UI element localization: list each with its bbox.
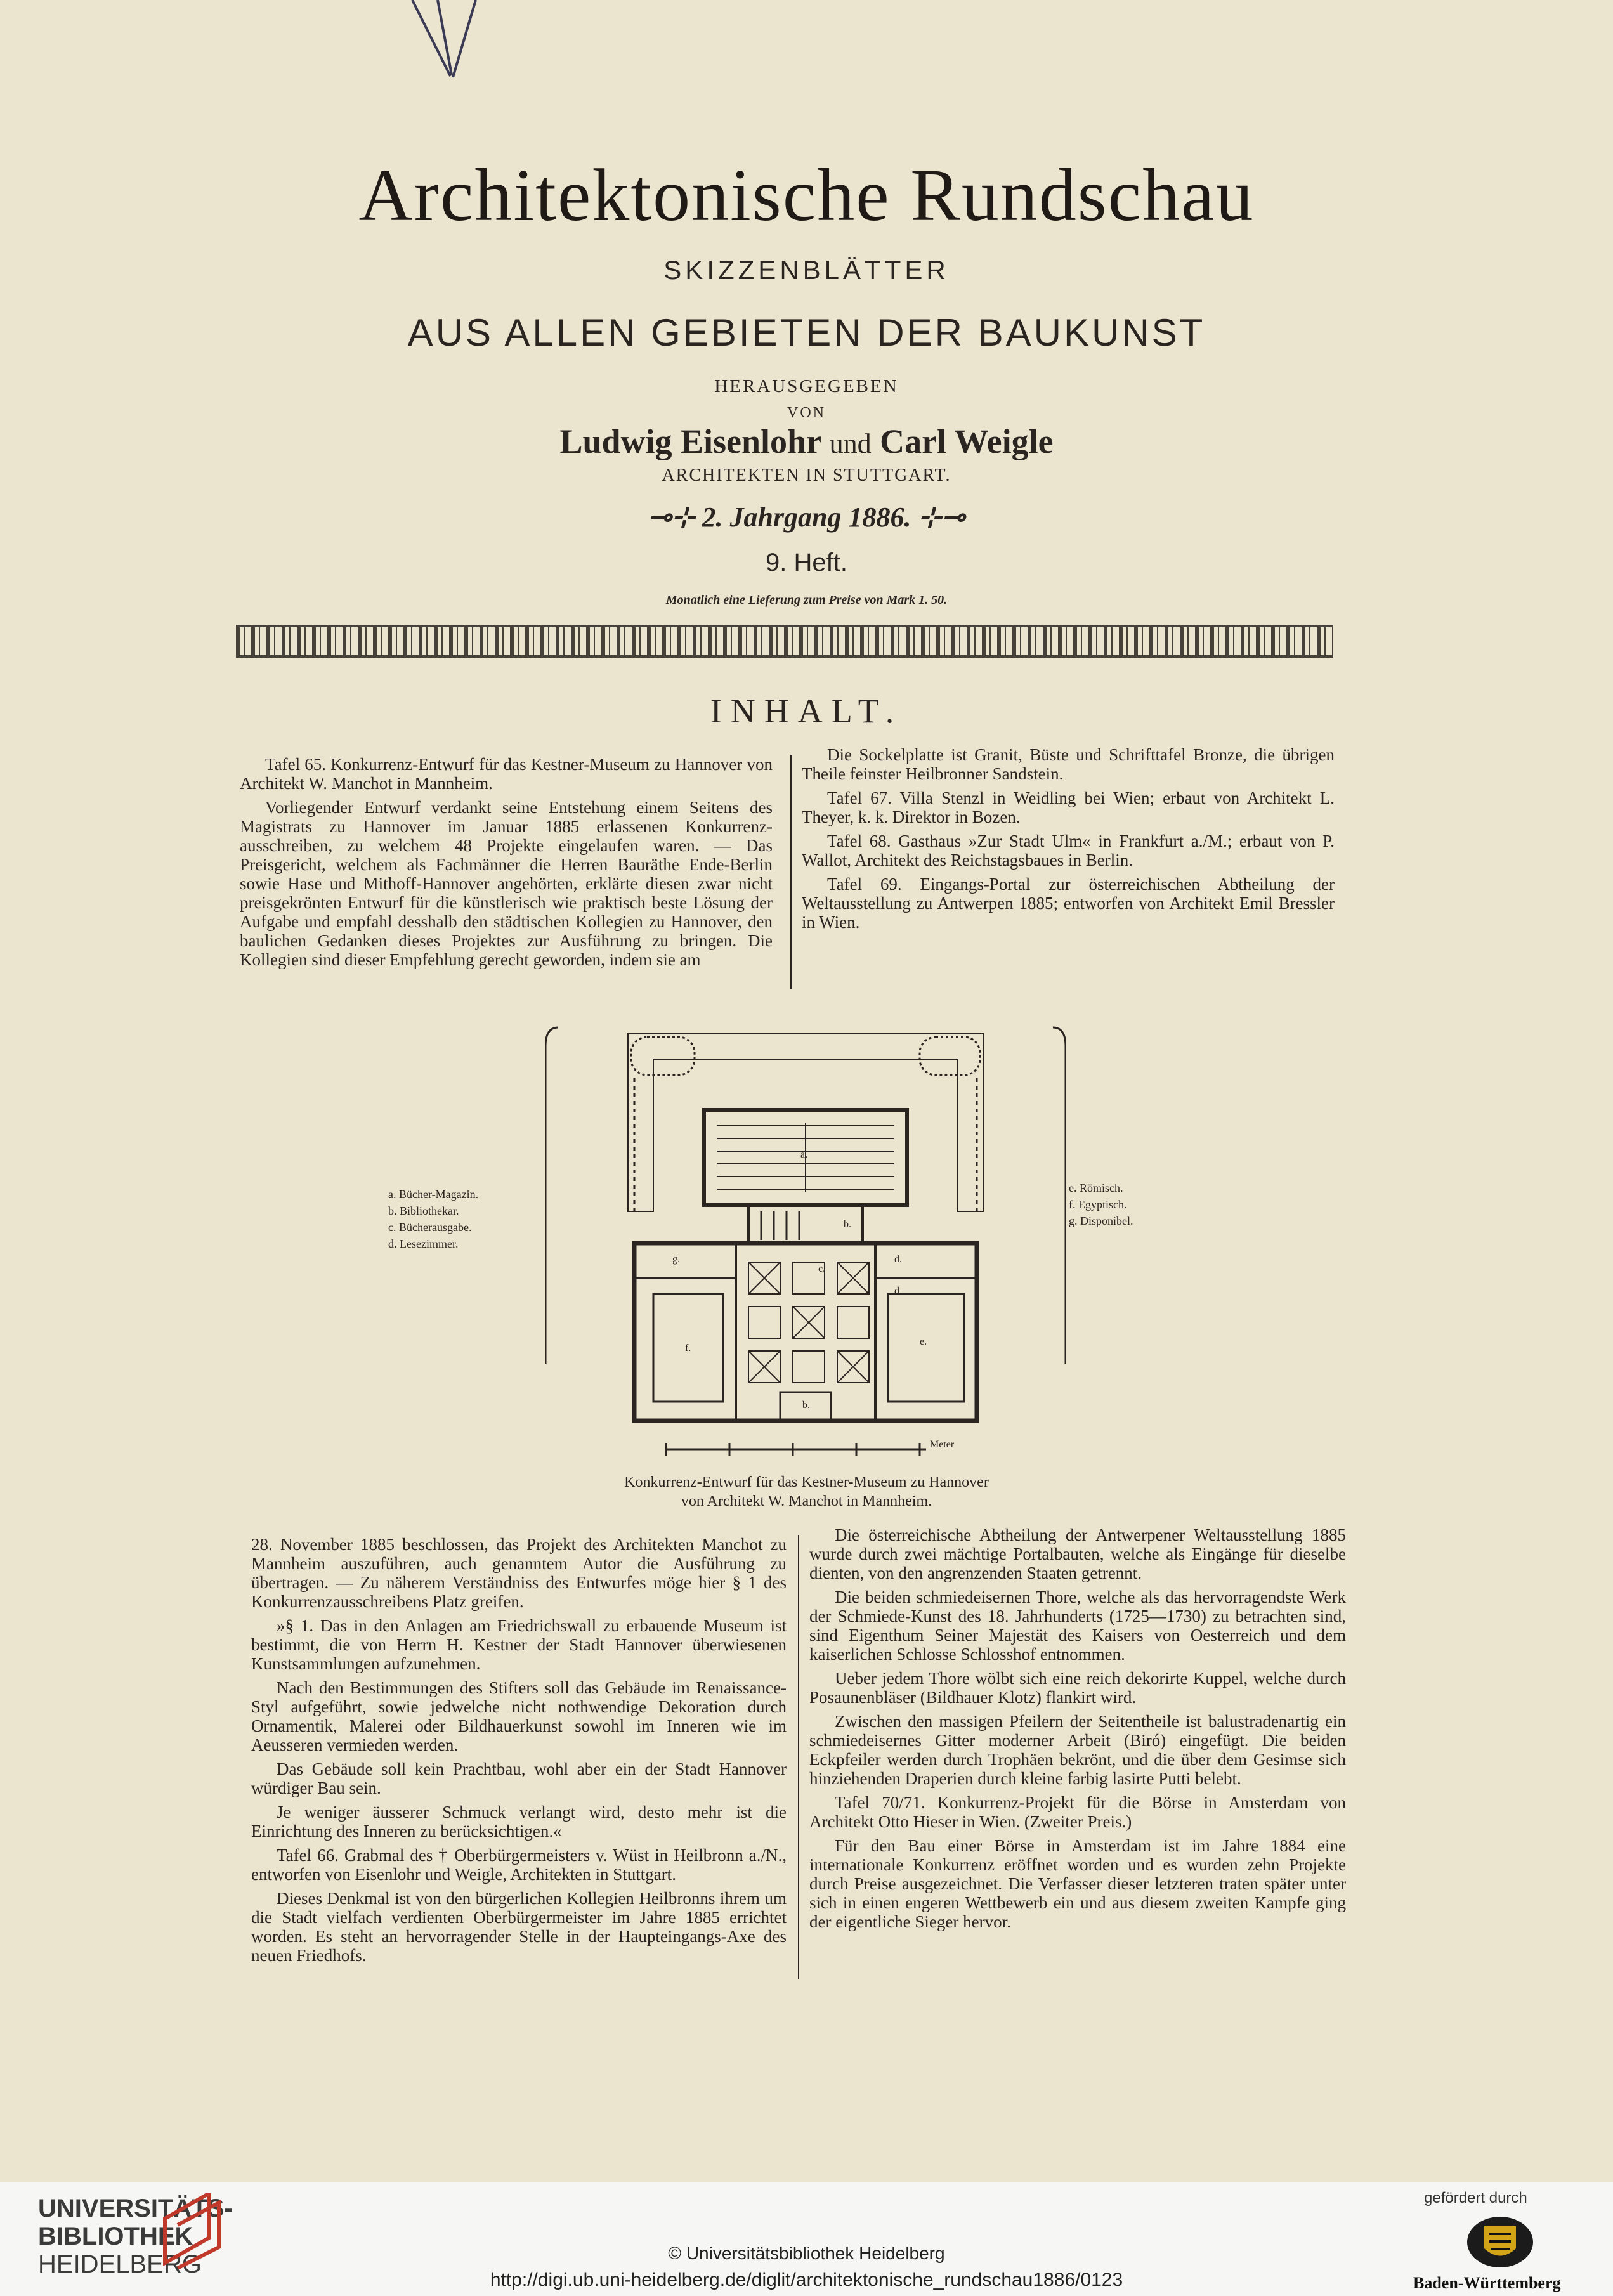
paragraph: Ueber jedem Thore wölbt sich eine reich dekorirte Kuppel, welche durch Posaunenbläser (Bildhauer Klotz) flankirt wird. [809, 1669, 1346, 1707]
paragraph: 28. November 1885 beschlossen, das Projekt des Architekten Manchot zu Mannheim auszuführen, auch genanntem Autor die Ausführung zu übertragen. — Zu näherem Verständniss des Entwurfes möge hier § 1 des Konkurrenzausschreibens Platz greifen. [251, 1535, 787, 1611]
paragraph: Die österreichische Abtheilung der Antwerpener Weltausstellung 1885 wurde durch zwei mächtige Portalbauten, welche als Eingänge für dieselbe dienten, von den angrenzenden Staaten getrennt. [809, 1525, 1346, 1582]
heft: 9. Heft. [766, 549, 847, 577]
top-right-column [802, 745, 1335, 937]
paragraph: Tafel 65. Konkurrenz-Entwurf für das Kestner-Museum zu Hannover von Architekt W. Manchot in Mannheim. [240, 755, 773, 793]
permalink[interactable]: http://digi.ub.uni-heidelberg.de/diglit/architektonische_rundschau1886/0123 [490, 2269, 1123, 2290]
baden-wuerttemberg-crest-icon [1465, 2214, 1535, 2271]
editors [0, 422, 1613, 461]
plan-label: d. [894, 1286, 902, 1296]
top-left-column [240, 755, 773, 974]
plan-label: f. [685, 1343, 691, 1353]
floor-plan [545, 1021, 1066, 1465]
plan-label: g. [672, 1254, 680, 1265]
caption-line: Konkurrenz-Entwurf für das Kestner-Museum zu Hannover [624, 1474, 989, 1490]
legend-item: f. Egyptisch. [1069, 1198, 1127, 1211]
paragraph: Tafel 69. Eingangs-Portal zur österreichischen Abtheilung der Weltausstellung zu Antwerpen 1885; entworfen von Architekt Emil Bressler in Wien. [802, 875, 1335, 932]
journal-title: Architektonische Rundschau [358, 153, 1255, 237]
ornamental-border [236, 625, 1333, 658]
und: und [829, 428, 872, 459]
column-divider [798, 1535, 799, 1979]
plan-label: b. [844, 1219, 851, 1230]
logo-line-2: BIBLIOTHEK [38, 2222, 193, 2250]
paragraph: Tafel 67. Villa Stenzl in Weidling bei Wien; erbaut von Architekt L. Theyer, k. k. Direktor in Bozen. [802, 788, 1335, 826]
plan-legend-left [388, 1186, 478, 1252]
paragraph: Vorliegender Entwurf verdankt seine Entstehung einem Seitens des Magistrats zu Hannover im Januar 1885 erlassenen Konkurrenz-ausschreiben, zu welchem 48 Projekte eingelaufen waren. — Das Preisgericht, welchem als Fachmänner die Herren Bauräthe Ende-Berlin sowie Hase und Mithoff-Hannover angehörten, erklärte diesen zwar nicht preisgekrönten Entwurf für die künstlerisch wie praktisch beste Lösung der Aufgabe und empfahl desshalb den städtischen Kollegien zu Hannover, den baulichen Gedanken dieses Projektes zur Ausführung zu bringen. Die Kollegien sind dieser Empfehlung gerecht geworden, indem sie am [240, 798, 773, 969]
paragraph: Dieses Denkmal ist von den bürgerlichen Kollegien Heilbronns ihrem um die Stadt vielfach verdienten Oberbürgermeister im Jahre 1885 errichtet worden. Es steht an hervorragender Stelle in der Haupteingangs-Axe des neuen Friedhofs. [251, 1889, 787, 1965]
funder-name: Baden-Württemberg [1413, 2274, 1561, 2292]
plan-label: a. [800, 1149, 808, 1160]
legend-item: e. Römisch. [1069, 1182, 1123, 1194]
legend-item: c. Bücherausgabe. [388, 1221, 472, 1234]
herausgegeben: HERAUSGEGEBEN [714, 376, 899, 396]
copyright: © Universitätsbibliothek Heidelberg [668, 2243, 945, 2263]
bottom-right-column [809, 1525, 1346, 1936]
plan-label: b. [802, 1400, 810, 1411]
paragraph: »§ 1. Das in den Anlagen am Friedrichswall zu erbauende Museum ist bestimmt, die von Herrn H. Kestner der Stadt Hannover überwiesenen Kunstsammlungen aufzunehmen. [251, 1616, 787, 1673]
plan-label: c. [818, 1263, 826, 1274]
caption-line: von Architekt W. Manchot in Mannheim. [681, 1493, 932, 1510]
paragraph: Die Sockelplatte ist Granit, Büste und Schrifttafel Bronze, die übrigen Theile feinster Heilbronner Sandstein. [802, 745, 1335, 783]
von: VON [787, 405, 826, 421]
paragraph: Tafel 68. Gasthaus »Zur Stadt Ulm« in Frankfurt a./M.; erbaut von P. Wallot, Architekt des Reichstagsbaues in Berlin. [802, 832, 1335, 870]
subtitle-skizzenblaetter: SKIZZENBLÄTTER [663, 255, 950, 285]
logo-line-3: HEIDELBERG [38, 2250, 202, 2278]
editor-2: Carl Weigle [880, 422, 1054, 460]
paragraph: Das Gebäude soll kein Prachtbau, wohl aber ein der Stadt Hannover würdiger Bau sein. [251, 1759, 787, 1797]
plan-caption [0, 1473, 1613, 1511]
paragraph: Für den Bau einer Börse in Amsterdam ist im Jahre 1884 eine internationale Konkurrenz eröffnet worden und es wurden zehn Projekte durch Preise ausgezeichnet. Die Verfasser dieser letzteren traten später unter sich in einen engeren Wettbewerb ein und aus diesem zweiten Kampfe ging der eigentliche Sieger hervor. [809, 1836, 1346, 1931]
paragraph: Zwischen den massigen Pfeilern der Seitentheile ist balustradenartig ein schmiedeisernes Gitter moderner Arbeit (Biró) eingefügt. Die beiden Eckpfeiler werden durch Trophäen bekrönt, und die über dem Gesimse sich hinziehenden Draperien durch kleine farbig lasirte Putti belebt. [809, 1712, 1346, 1788]
paragraph: Die beiden schmiedeisernen Thore, welche als das hervorragendste Werk der Schmiede-Kunst des 18. Jahrhunderts (1725—1730) zu betrachten sind, sind Eigenthum Seiner Majestät des Kaisers von Oesterreich und dem kaiserlichen Schlosse Schlosshof entnommen. [809, 1588, 1346, 1664]
price-line: Monatlich eine Lieferung zum Preise von Mark 1. 50. [665, 593, 948, 607]
funded-by: gefördert durch [1424, 2189, 1527, 2207]
plan-label: e. [920, 1336, 927, 1347]
legend-item: d. Lesezimmer. [388, 1237, 459, 1250]
column-divider [790, 755, 792, 989]
plan-legend-right [1069, 1180, 1133, 1229]
legend-item: g. Disponibel. [1069, 1215, 1133, 1227]
architects-location: ARCHITEKTEN IN STUTTGART. [662, 466, 951, 485]
editor-1: Ludwig Eisenlohr [559, 422, 821, 460]
inhalt-heading: INHALT. [710, 692, 903, 730]
plan-label: d. [894, 1254, 902, 1265]
pen-mark [400, 0, 488, 82]
jahrgang: ⊸⊹ 2. Jahrgang 1886. ⊹⊸ [648, 502, 965, 533]
subtitle-gebiete: AUS ALLEN GEBIETEN DER BAUKUNST [407, 311, 1206, 354]
legend-item: b. Bibliothekar. [388, 1204, 459, 1217]
paragraph: Tafel 66. Grabmal des † Oberbürgermeisters v. Wüst in Heilbronn a./N., entworfen von Eisenlohr und Weigle, Architekten in Stuttgart. [251, 1846, 787, 1884]
scale-label: Meter [930, 1439, 955, 1450]
bottom-left-column [251, 1535, 787, 1970]
paragraph: Tafel 70/71. Konkurrenz-Projekt für die Börse in Amsterdam von Architekt Otto Hieser in Wien. (Zweiter Preis.) [809, 1793, 1346, 1831]
legend-item: a. Bücher-Magazin. [388, 1188, 479, 1201]
logo-line-1: UNIVERSITÄTS- [38, 2195, 233, 2222]
paragraph: Je weniger äusserer Schmuck verlangt wird, desto mehr ist die Einrichtung des Inneren zu berücksichtigen.« [251, 1803, 787, 1841]
paragraph: Nach den Bestimmungen des Stifters soll das Gebäude im Renaissance-Styl aufgeführt, sowie jedwelche nicht nothwendige Dekoration durch Ornamentik, Malerei oder Bildhauerkunst sowohl im Inneren wie im Aeusseren vermieden werden. [251, 1678, 787, 1754]
